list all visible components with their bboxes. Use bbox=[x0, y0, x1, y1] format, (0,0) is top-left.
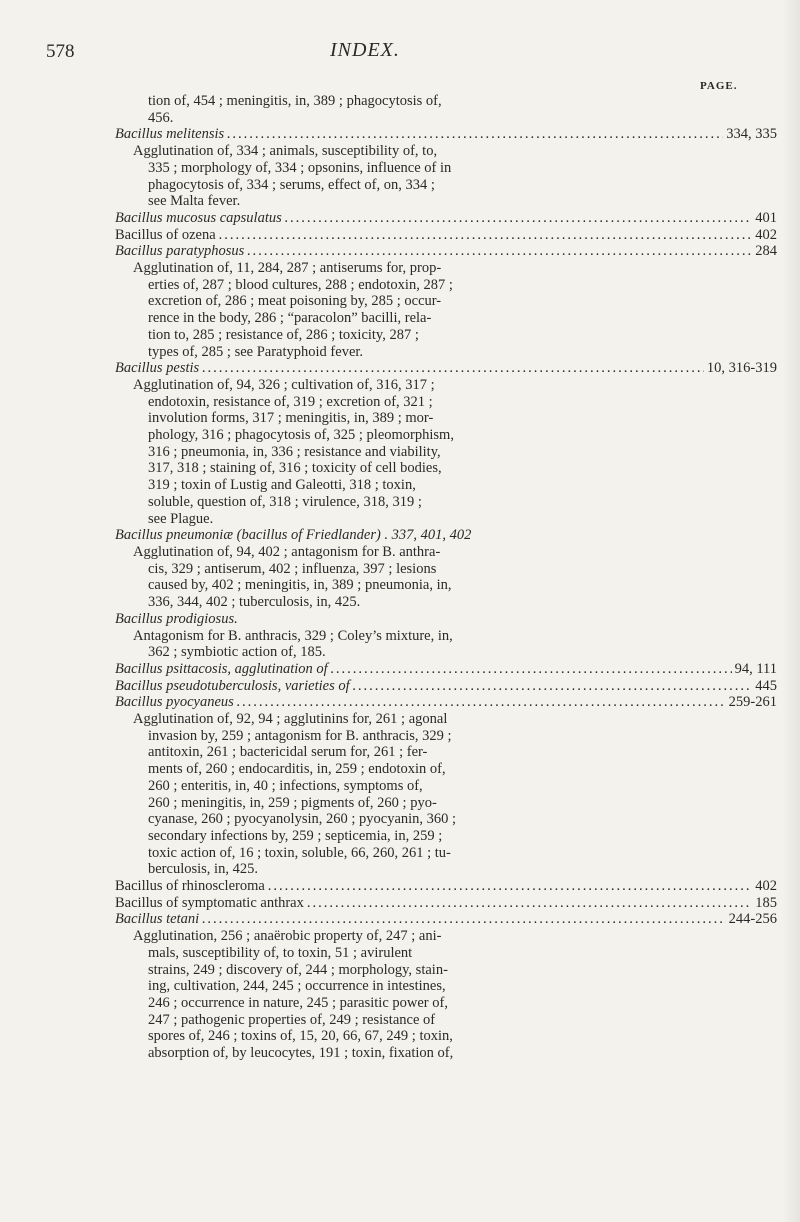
index-entry-with-page-ref bbox=[115, 911, 777, 928]
page-reference: 259-261 bbox=[728, 694, 777, 711]
index-subentry-line: cis, 329 ; antiserum, 402 ; influenza, 397 ; lesions bbox=[148, 560, 437, 577]
index-subentry-line: 246 ; occurrence in nature, 245 ; parasitic power of, bbox=[148, 994, 448, 1011]
leader-dots bbox=[268, 878, 752, 895]
index-subentry-line: tion to, 285 ; resistance of, 286 ; toxicity, 287 ; bbox=[148, 326, 419, 343]
page-reference: 10, 316-319 bbox=[706, 360, 777, 377]
index-subentry-line: strains, 249 ; discovery of, 244 ; morphology, stain- bbox=[148, 961, 448, 978]
index-subentry-line: 260 ; enteritis, in, 40 ; infections, symptoms of, bbox=[148, 777, 423, 794]
page-reference: 402 bbox=[755, 226, 777, 243]
index-subentry-line: 335 ; morphology of, 334 ; opsonins, influence of in bbox=[148, 159, 452, 176]
index-term: Bacillus of symptomatic anthrax bbox=[115, 894, 304, 911]
leader-dots bbox=[237, 694, 726, 711]
index-subentry-line: Agglutination of, 92, 94 ; agglutinins for, 261 ; agonal bbox=[133, 711, 448, 728]
index-term: Bacillus mucosus capsulatus bbox=[115, 209, 282, 226]
index-subentry-line: erties of, 287 ; blood cultures, 288 ; endotoxin, 287 ; bbox=[148, 276, 453, 293]
leader-dots bbox=[307, 895, 752, 912]
index-entry-with-page-ref bbox=[115, 126, 777, 143]
leader-dots bbox=[331, 661, 732, 678]
page-reference: 244-256 bbox=[728, 911, 777, 928]
index-subentry-line: 336, 344, 402 ; tuberculosis, in, 425. bbox=[148, 594, 361, 611]
index-subentry-line: invasion by, 259 ; antagonism for B. anthracis, 329 ; bbox=[148, 727, 452, 744]
page-edge-shadow bbox=[782, 0, 800, 1222]
index-subentry-line: 456. bbox=[148, 109, 174, 126]
index-subentry-line: see Plague. bbox=[148, 510, 214, 527]
index-term: Bacillus psittacosis, agglutination of bbox=[115, 660, 328, 677]
index-subentry-line: antitoxin, 261 ; bactericidal serum for, 261 ; fer- bbox=[148, 744, 428, 761]
index-entry-with-page-ref bbox=[115, 227, 777, 244]
index-subentry-line: absorption of, by leucocytes, 191 ; toxin, fixation of, bbox=[148, 1045, 454, 1062]
index-entry-with-page-ref bbox=[115, 360, 777, 377]
index-subentry-line: Agglutination of, 94, 402 ; antagonism for B. anthra- bbox=[133, 543, 441, 560]
index-entry-with-page-ref bbox=[115, 210, 777, 227]
index-subentry-line: excretion of, 286 ; meat poisoning by, 285 ; occur- bbox=[148, 293, 442, 310]
index-entry-line: Bacillus pneumoniæ (bacillus of Friedlander) . 337, 401, 402 bbox=[115, 527, 472, 544]
index-subentry-line: Agglutination, 256 ; anaërobic property of, 247 ; ani- bbox=[133, 928, 442, 945]
running-head: INDEX. bbox=[330, 39, 400, 61]
index-subentry-line: Antagonism for B. anthracis, 329 ; Coley’s mixture, in, bbox=[133, 627, 453, 644]
index-term: Bacillus of ozena bbox=[115, 226, 216, 243]
leader-dots bbox=[353, 678, 753, 695]
index-subentry-line: 362 ; symbiotic action of, 185. bbox=[148, 644, 326, 661]
index-subentry-line: tion of, 454 ; meningitis, in, 389 ; phagocytosis of, bbox=[148, 93, 442, 109]
page-reference: 94, 111 bbox=[734, 660, 777, 677]
index-term: Bacillus pseudotuberculosis, varieties of bbox=[115, 677, 350, 694]
index-entry-with-page-ref bbox=[115, 661, 777, 678]
index-subentry-line: toxic action of, 16 ; toxin, soluble, 66, 260, 261 ; tu- bbox=[148, 844, 451, 861]
index-subentry-line: types of, 285 ; see Paratyphoid fever. bbox=[148, 343, 364, 360]
index-subentry-line: 260 ; meningitis, in, 259 ; pigments of, 260 ; pyo- bbox=[148, 794, 437, 811]
page-reference: 401 bbox=[755, 209, 777, 226]
leader-dots bbox=[285, 210, 753, 227]
leader-dots bbox=[219, 227, 753, 244]
leader-dots bbox=[247, 243, 752, 260]
index-subentry-line: ing, cultivation, 244, 245 ; occurrence in intestines, bbox=[148, 978, 446, 995]
index-subentry-line: spores of, 246 ; toxins of, 15, 20, 66, 67, 249 ; toxin, bbox=[148, 1028, 453, 1045]
index-subentry-line: Agglutination of, 334 ; animals, susceptibility of, to, bbox=[133, 143, 438, 160]
index-subentry-line: endotoxin, resistance of, 319 ; excretion of, 321 ; bbox=[148, 393, 433, 410]
index-subentry-line: see Malta fever. bbox=[148, 193, 241, 210]
index-subentry-line: rence in the body, 286 ; “paracolon” bacilli, rela- bbox=[148, 310, 432, 327]
index-entry-with-page-ref bbox=[115, 243, 777, 260]
page-column-label: PAGE. bbox=[700, 80, 738, 92]
index-subentry-line: caused by, 402 ; meningitis, in, 389 ; pneumonia, in, bbox=[148, 577, 452, 594]
index-subentry-line: secondary infections by, 259 ; septicemia, in, 259 ; bbox=[148, 827, 443, 844]
index-subentry-line: phagocytosis of, 334 ; serums, effect of, on, 334 ; bbox=[148, 176, 435, 193]
leader-dots bbox=[202, 911, 725, 928]
index-term: Bacillus pyocyaneus bbox=[115, 694, 234, 711]
index-term: Bacillus tetani bbox=[115, 911, 200, 928]
index-subentry-line: 247 ; pathogenic properties of, 249 ; resistance of bbox=[148, 1011, 436, 1028]
index-entries bbox=[115, 93, 777, 1062]
index-subentry-line: Agglutination of, 11, 284, 287 ; antiserums for, prop- bbox=[133, 260, 442, 277]
index-term: Bacillus pestis bbox=[115, 360, 200, 377]
index-term: Bacillus melitensis bbox=[115, 126, 225, 143]
leader-dots bbox=[202, 360, 704, 377]
index-subentry-line: berculosis, in, 425. bbox=[148, 861, 258, 878]
page-number: 578 bbox=[46, 41, 75, 62]
index-subentry-line: Agglutination of, 94, 326 ; cultivation of, 316, 317 ; bbox=[133, 376, 435, 393]
index-subentry-line: cyanase, 260 ; pyocyanolysin, 260 ; pyocyanin, 360 ; bbox=[148, 811, 457, 828]
index-term: Bacillus of rhinoscleroma bbox=[115, 878, 265, 895]
index-entry-with-page-ref bbox=[115, 694, 777, 711]
leader-dots bbox=[227, 126, 723, 143]
page-reference: 284 bbox=[755, 243, 777, 260]
index-subentry-line: ments of, 260 ; endocarditis, in, 259 ; endotoxin of, bbox=[148, 761, 446, 778]
page-reference: 334, 335 bbox=[726, 126, 777, 143]
index-subentry-line: involution forms, 317 ; meningitis, in, 389 ; mor- bbox=[148, 410, 434, 427]
page-reference: 402 bbox=[755, 878, 777, 895]
index-entry-line: Bacillus prodigiosus. bbox=[115, 610, 238, 627]
index-subentry-line: 317, 318 ; staining of, 316 ; toxicity of cell bodies, bbox=[148, 460, 442, 477]
index-term: Bacillus paratyphosus bbox=[115, 243, 245, 260]
page-reference: 445 bbox=[755, 677, 777, 694]
index-entry-with-page-ref bbox=[115, 678, 777, 695]
index-subentry-line: 316 ; pneumonia, in, 336 ; resistance and viability, bbox=[148, 443, 441, 460]
page-reference: 185 bbox=[755, 894, 777, 911]
index-entry-with-page-ref bbox=[115, 895, 777, 912]
index-subentry-line: 319 ; toxin of Lustig and Galeotti, 318 ; toxin, bbox=[148, 477, 416, 494]
index-entry-with-page-ref bbox=[115, 878, 777, 895]
index-subentry-line: mals, susceptibility of, to toxin, 51 ; avirulent bbox=[148, 944, 413, 961]
index-subentry-line: soluble, question of, 318 ; virulence, 318, 319 ; bbox=[148, 493, 422, 510]
index-subentry-line: phology, 316 ; phagocytosis of, 325 ; pleomorphism, bbox=[148, 427, 454, 444]
